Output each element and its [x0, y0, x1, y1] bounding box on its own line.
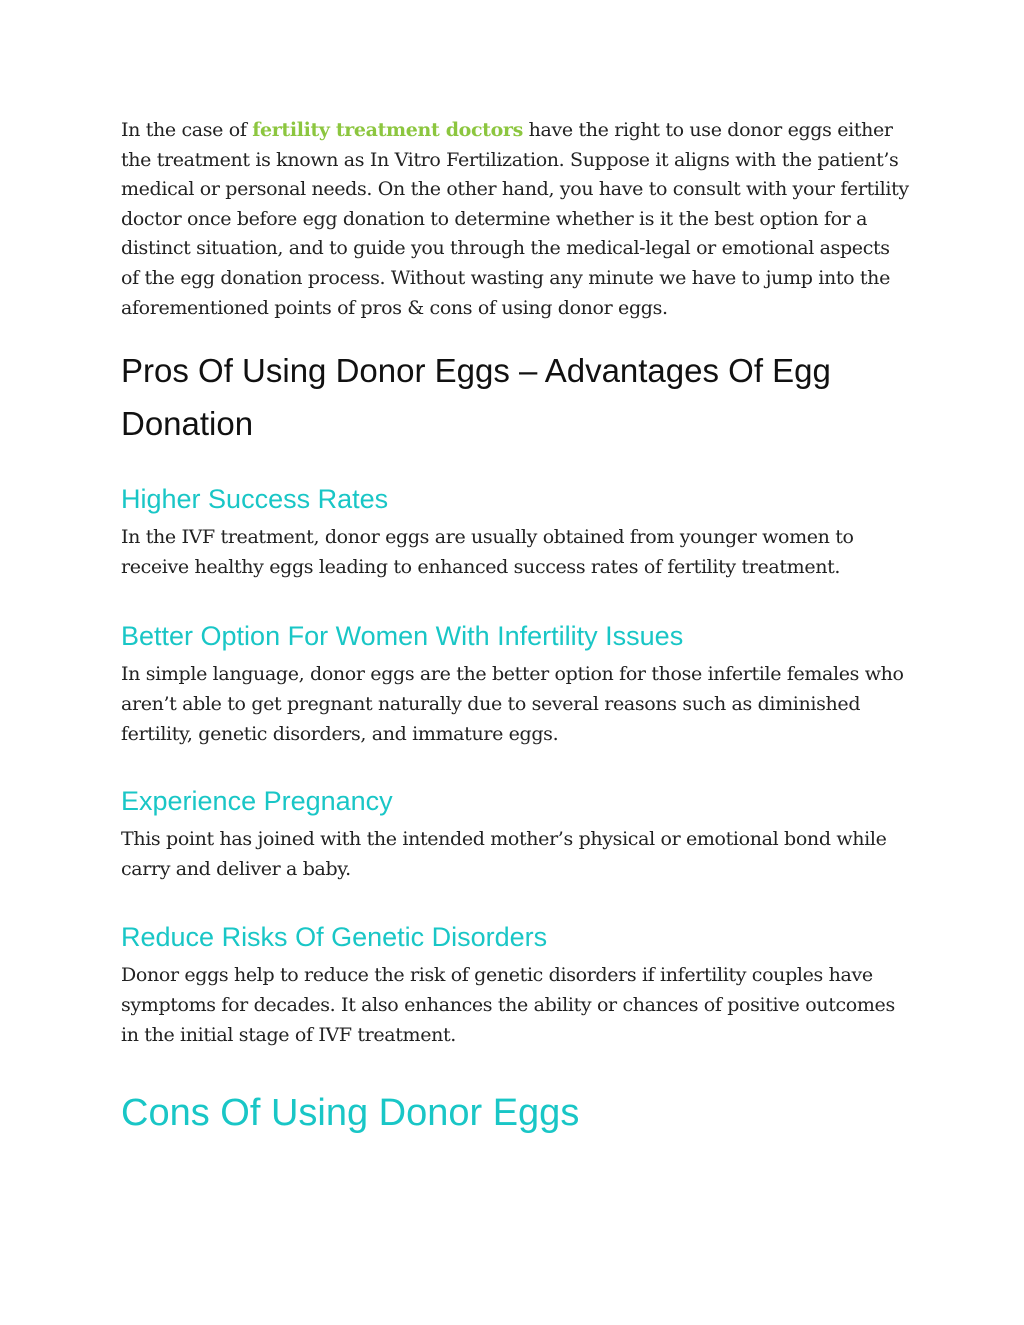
document-page: [121, 116, 911, 1138]
section-heading-experience-pregnancy: Experience Pregnancy: [121, 786, 393, 817]
section-body-experience-pregnancy: This point has joined with the intended mother’s physical or emotional bond while carry and deliver a baby.: [121, 828, 887, 880]
section-body-better-option: In simple language, donor eggs are the better option for those infertile females who aren’t able to get pregnant naturally due to several reasons such as diminished fertility, genetic disorders, and immature eggs.: [121, 663, 904, 745]
pros-heading: Pros Of Using Donor Eggs – Advantages Of Egg Donation: [121, 352, 831, 443]
section-body-higher-success-rates: In the IVF treatment, donor eggs are usually obtained from younger women to receive healthy eggs leading to enhanced success rates of fertility treatment.: [121, 526, 854, 578]
section-heading-reduce-risks: Reduce Risks Of Genetic Disorders: [121, 922, 548, 953]
section-heading-higher-success-rates: Higher Success Rates: [121, 484, 389, 515]
fertility-treatment-doctors-link[interactable]: fertility treatment doctors: [252, 119, 523, 141]
intro-prefix: In the case of: [121, 119, 253, 141]
intro-paragraph: [121, 116, 911, 323]
section-body-reduce-risks: Donor eggs help to reduce the risk of genetic disorders if infertility couples have symptoms for decades. It also enhances the ability or chances of positive outcomes in the initial stage of IVF treatment.: [121, 964, 895, 1046]
intro-suffix: have the right to use donor eggs either the treatment is known as In Vitro Fertilization. Suppose it aligns with the patient’s medical or personal needs. On the other hand, you have to consult with your fertility doctor once before egg donation to determine whether is it the best option for a distinct situation, and to guide you through the medical-legal or emotional aspects of the egg donation process. Without wasting any minute we have to jump into the aforementioned points of pros & cons of using donor eggs.: [121, 119, 909, 319]
section-heading-better-option: Better Option For Women With Infertility Issues: [121, 621, 684, 652]
cons-heading: Cons Of Using Donor Eggs: [121, 1092, 580, 1135]
